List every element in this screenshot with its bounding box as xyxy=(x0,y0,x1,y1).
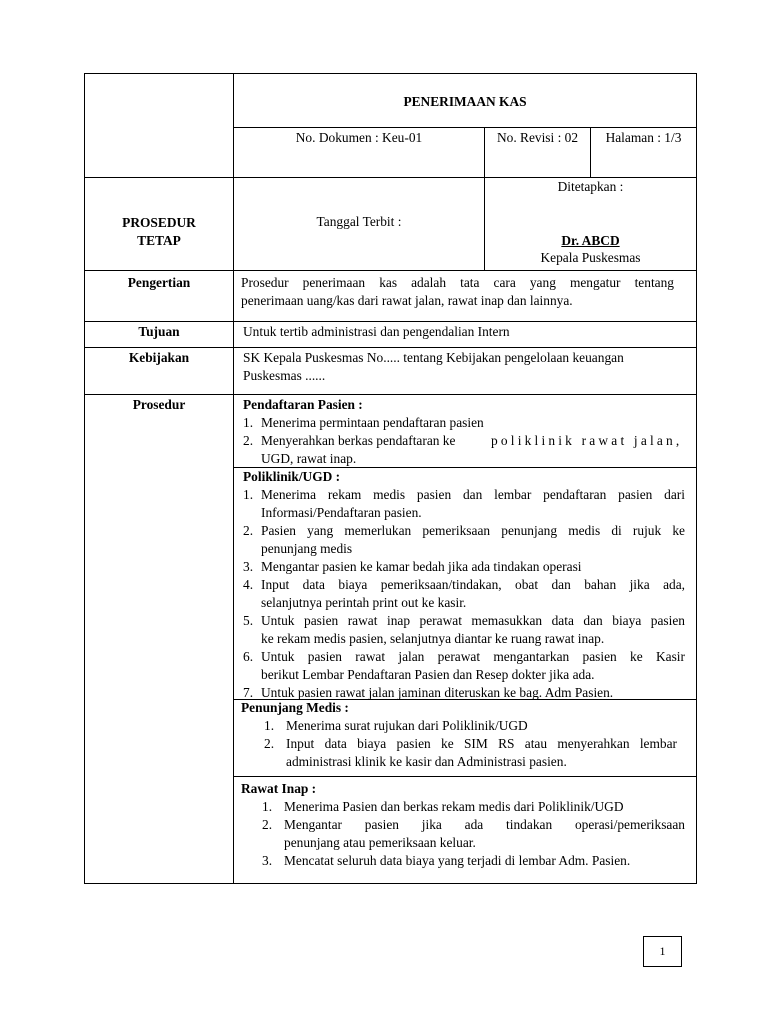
list-item: Untuk pasien rawat inap perawat memasukkan data dan biaya pasien xyxy=(261,613,685,628)
border-bottom xyxy=(84,883,697,884)
revision-number: No. Revisi : 02 xyxy=(496,130,579,145)
divider xyxy=(233,73,234,884)
list-number: 4. xyxy=(243,577,254,592)
list-number: 6. xyxy=(243,649,254,664)
page-count: Halaman : 1/3 xyxy=(605,130,682,145)
border-top xyxy=(84,73,697,74)
list-item: Input data biaya pasien ke SIM RS atau menyerahkan lembar xyxy=(286,736,677,751)
list-item: penunjang medis xyxy=(261,541,353,556)
divider xyxy=(84,270,697,271)
list-item: Menerima surat rujukan dari Poliklinik/UGD xyxy=(286,718,528,733)
row-label-prosedur: Prosedur xyxy=(132,397,186,412)
list-item: penunjang atau pemeriksaan keluar. xyxy=(284,835,476,850)
signer-title: Kepala Puskesmas xyxy=(540,250,641,265)
row-label-pengertian: Pengertian xyxy=(127,275,191,290)
divider xyxy=(84,394,697,395)
list-item: Untuk pasien rawat jalan perawat mengantarkan pasien ke Kasir xyxy=(261,649,685,664)
list-item: Pasien yang memerlukan pemeriksaan penunjang medis di rujuk ke xyxy=(261,523,685,538)
list-number: 5. xyxy=(243,613,254,628)
list-number: 1. xyxy=(243,487,254,502)
list-number: 3. xyxy=(262,853,273,868)
divider xyxy=(84,321,697,322)
divider xyxy=(233,127,697,128)
list-number: 2. xyxy=(243,523,254,538)
list-number: 2. xyxy=(262,817,273,832)
document-number: No. Dokumen : Keu-01 xyxy=(295,130,423,145)
signer-name: Dr. ABCD xyxy=(561,233,620,248)
list-item: selanjutnya perintah print out ke kasir. xyxy=(261,595,467,610)
list-number: 2. xyxy=(264,736,275,751)
list-item: Menerima Pasien dan berkas rekam medis dari Poliklinik/UGD xyxy=(284,799,624,814)
document-title: PENERIMAAN KAS xyxy=(403,94,527,109)
issue-date-label: Tanggal Terbit : xyxy=(316,214,402,229)
list-item: Input data biaya pemeriksaan/tindakan, obat dan bahan jika ada, xyxy=(261,577,685,592)
list-item: Menerima rekam medis pasien dan lembar pendaftaran pasien dari xyxy=(261,487,685,502)
list-item: Mencatat seluruh data biaya yang terjadi di lembar Adm. Pasien. xyxy=(284,853,631,868)
list-item: Menerima permintaan pendaftaran pasien xyxy=(261,415,484,430)
page-number: 1 xyxy=(643,936,682,967)
border-right xyxy=(696,73,697,884)
penunjang-heading: Penunjang Medis : xyxy=(241,700,349,715)
divider xyxy=(233,776,697,777)
section-label: PROSEDUR xyxy=(122,215,196,230)
list-item: Menyerahkan berkas pendaftaran ke xyxy=(261,433,456,448)
list-number: 1. xyxy=(243,415,254,430)
approval-label: Ditetapkan : xyxy=(557,179,624,194)
border-left xyxy=(84,73,85,884)
pengertian-line: penerimaan uang/kas dari rawat jalan, rawat inap dan lainnya. xyxy=(241,293,573,308)
rawat-inap-heading: Rawat Inap : xyxy=(241,781,317,796)
list-item: ke rekam medis pasien, selanjutnya diantar ke ruang rawat inap. xyxy=(261,631,605,646)
tujuan-text: Untuk tertib administrasi dan pengendalian Intern xyxy=(243,324,510,339)
kebijakan-line: Puskesmas ...... xyxy=(243,368,326,383)
list-number: 2. xyxy=(243,433,254,448)
poliklinik-heading: Poliklinik/UGD : xyxy=(243,469,341,484)
pengertian-line: Prosedur penerimaan kas adalah tata cara yang mengatur tentang xyxy=(241,275,674,290)
row-label-tujuan: Tujuan xyxy=(138,324,180,339)
list-item: Informasi/Pendaftaran pasien. xyxy=(261,505,422,520)
list-number: 1. xyxy=(262,799,273,814)
divider xyxy=(84,347,697,348)
kebijakan-line: SK Kepala Puskesmas No..... tentang Kebijakan pengelolaan keuangan xyxy=(243,350,624,365)
list-number: 7. xyxy=(243,685,254,700)
list-number: 3. xyxy=(243,559,254,574)
list-number: 1. xyxy=(264,718,275,733)
list-item: poliklinik rawat jalan, xyxy=(491,433,683,448)
pendaftaran-heading: Pendaftaran Pasien : xyxy=(243,397,363,412)
list-item: UGD, rawat inap. xyxy=(261,451,357,466)
section-label: TETAP xyxy=(137,233,181,248)
list-item: Mengantar pasien jika ada tindakan operasi/pemeriksaan xyxy=(284,817,685,832)
list-item: administrasi klinik ke kasir dan Administrasi pasien. xyxy=(286,754,567,769)
list-item: Untuk pasien rawat jalan jaminan diteruskan ke bag. Adm Pasien. xyxy=(261,685,614,700)
list-item: Mengantar pasien ke kamar bedah jika ada tindakan operasi xyxy=(261,559,582,574)
list-item: berikut Lembar Pendaftaran Pasien dan Resep dokter jika ada. xyxy=(261,667,595,682)
row-label-kebijakan: Kebijakan xyxy=(128,350,190,365)
